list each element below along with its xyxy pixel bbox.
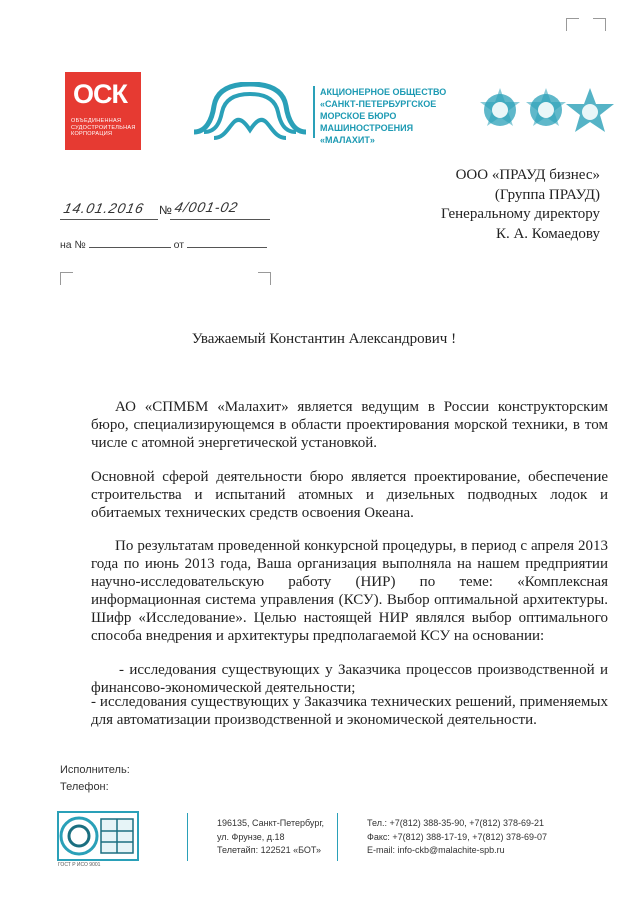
footer-email: E-mail: info-ckb@malachite-spb.ru: [367, 845, 505, 855]
number-underline: [170, 219, 270, 220]
corner-mark: [566, 18, 579, 31]
company-name-line: МОРСКОЕ БЮРО МАШИНОСТРОЕНИЯ: [320, 111, 414, 133]
reference-line: [60, 237, 267, 251]
body-paragraph: По результатам проведенной конкурсной процедуры, в период с апреля 2013 года по июнь 2013 года, Ваша организация выполняла на нашем предприятии научно-исследовательскую работу (НИР) по теме: «Комплексная информационная система управления (КСУ). Выбор оптимальной архитектуры. Шифр «Исследование». Целью настоящей НИР являлся выбор оптимального способа внедрения и архитектуры предполагаемой КСУ на основании:: [91, 538, 608, 644]
company-name-line: «САНКТ-ПЕТЕРБУРГСКОЕ: [320, 99, 437, 109]
footer-address: [217, 817, 324, 858]
letter-number: 4/001-02: [173, 199, 240, 215]
osk-logo: [65, 72, 141, 150]
salutation: Уважаемый Константин Александрович !: [191, 331, 457, 347]
performer-label: Исполнитель:: [60, 764, 130, 776]
company-name-line: «МАЛАХИТ»: [320, 135, 375, 145]
footer-contacts: [367, 817, 547, 858]
addressee-block: [441, 166, 600, 244]
body-bullet: - исследования существующих у Заказчика процессов производственной и финансово-экономической деятельности;: [91, 662, 608, 696]
osk-logo-mark: ОСК: [73, 79, 127, 109]
reference-date-blank: [187, 237, 267, 248]
corner-mark: [60, 272, 73, 285]
footer-address-line: ул. Фрунзе, д.18: [217, 831, 285, 842]
certification-logo: [57, 811, 139, 861]
body-bullet: - исследования существующих у Заказчика технических решений, применяемых для автоматизации производственной и экономической деятельности.: [91, 694, 608, 728]
addressee-position: Генеральному директору: [440, 206, 600, 222]
addressee-company: ООО «ПРАУД бизнес»: [455, 167, 600, 183]
malachite-wave-logo: [190, 82, 310, 144]
corner-mark: [258, 272, 271, 285]
date-underline: [60, 219, 158, 220]
body-paragraph: АО «СПМБМ «Малахит» является ведущим в России конструкторским бюро, специализирующемся в области проектирования морской техники, в том числе с атомной энергетической установкой.: [91, 399, 608, 451]
reference-from: от: [173, 239, 185, 251]
company-name: [320, 86, 485, 146]
number-sign: №: [159, 203, 172, 217]
addressee-name: К. А. Комаедову: [495, 225, 600, 242]
company-name-line: АКЦИОНЕРНОЕ ОБЩЕСТВО: [320, 87, 447, 97]
header-divider: [313, 86, 315, 138]
osk-logo-caption: ОБЪЕДИНЕННАЯ СУДОСТРОИТЕЛЬНАЯ КОРПОРАЦИЯ: [71, 118, 136, 137]
footer-fax: Факс: +7(812) 388-17-19, +7(812) 378-69-07: [367, 831, 547, 842]
reference-prefix: на №: [60, 239, 86, 251]
footer-divider: [187, 813, 188, 861]
footer-address-line: 196135, Санкт-Петербург,: [217, 818, 325, 828]
footer-teletype: Телетайп: 122521 «БОТ»: [217, 845, 322, 855]
body-paragraph: Основной сферой деятельности бюро является проектирование, обеспечение строительства и испытаний атомных и дизельных подводных лодок и обитаемых технических средств освоения Океана.: [91, 469, 608, 521]
footer-phone: Тел.: +7(812) 388-35-90, +7(812) 378-69-21: [367, 818, 545, 828]
award-orders-icon: [478, 86, 618, 142]
corner-mark: [593, 18, 606, 31]
reference-number-blank: [89, 237, 171, 248]
phone-label: Телефон:: [60, 781, 109, 793]
addressee-group: (Группа ПРАУД): [494, 186, 600, 203]
footer-divider: [337, 813, 338, 861]
letter-date: 14.01.2016: [62, 200, 146, 216]
certification-caption: ГОСТ Р ИСО 9001: [58, 862, 101, 868]
